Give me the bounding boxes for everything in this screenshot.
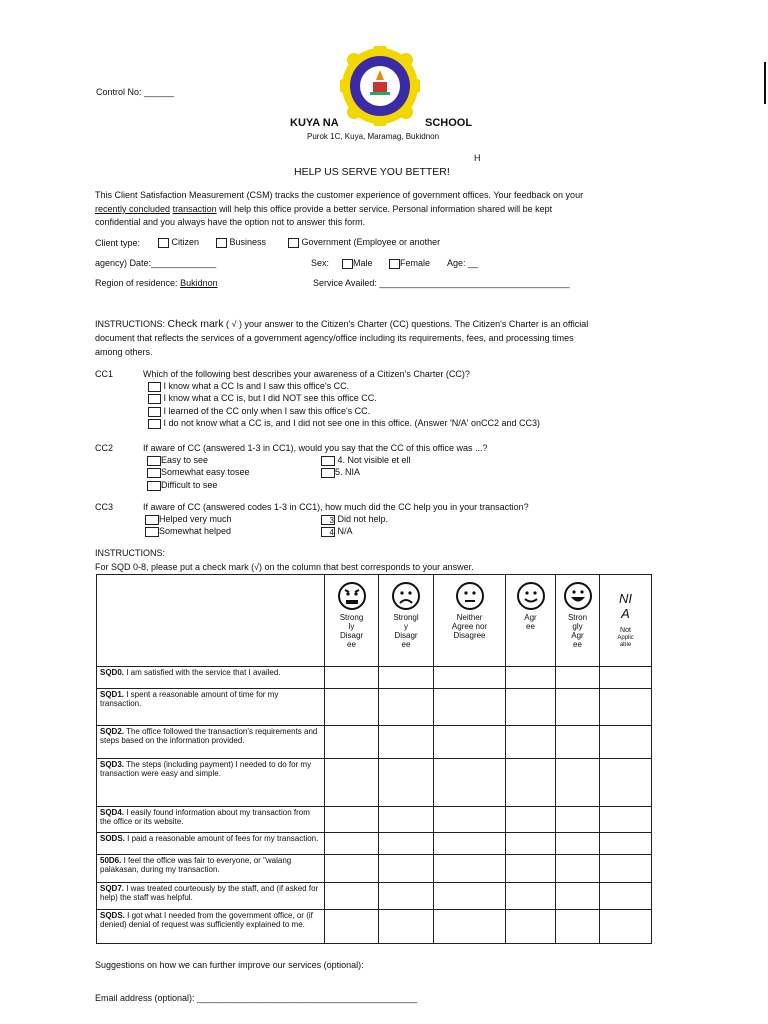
col-label-line: Stron [567, 613, 588, 622]
rating-cell[interactable] [556, 759, 600, 807]
table-row [97, 667, 652, 689]
region-value[interactable]: Bukidnon [180, 278, 218, 288]
cc1-option-4[interactable]: I do not know what a CC is, and I did not see one in this office. (Answer 'N/A' onCC2 and CC3) [148, 418, 540, 429]
col-label-line: ee [401, 640, 411, 649]
checkbox[interactable] [148, 382, 161, 392]
angry-face-icon [337, 581, 367, 611]
rating-cell[interactable] [506, 855, 556, 883]
cc1-code: CC1 [95, 369, 114, 379]
neutral-face-icon [455, 581, 485, 611]
na-small-line: Not [620, 627, 631, 634]
rating-cell[interactable] [325, 833, 379, 855]
na-big-line: NI [619, 591, 632, 606]
sqd-question: SQD2. The office followed the transaction's requirements and steps based on the information provided. [97, 726, 325, 759]
instructions-cc-line-3: among others. [95, 347, 153, 357]
sqd-question: SQD3. The steps (including payment) I needed to do for my transaction were easy and simple. [97, 759, 325, 807]
rating-cell[interactable] [325, 689, 379, 726]
rating-cell[interactable] [556, 726, 600, 759]
cc2-code: CC2 [95, 443, 114, 453]
rating-cell[interactable] [556, 807, 600, 833]
col-label-line: Agr [524, 613, 537, 622]
cc3-question: If aware of CC (answered codes 1-3 in CC1), how much did the CC help you in your transaction? [143, 502, 529, 512]
client-type-label: Client type: [95, 238, 141, 248]
checkbox-3[interactable]: 3 [321, 515, 335, 525]
rating-cell[interactable] [379, 807, 434, 833]
na-small-line: able [619, 642, 632, 648]
sex-female[interactable]: Female [389, 258, 430, 269]
rating-cell[interactable] [379, 759, 434, 807]
sqd-question: SQD0. I am satisfied with the service that I availed. [97, 667, 325, 689]
checkbox[interactable] [321, 468, 335, 478]
col-label-line: Neither [456, 613, 483, 622]
checkbox[interactable] [145, 527, 159, 537]
col-not-applicable [600, 575, 652, 667]
checkbox[interactable] [147, 481, 161, 491]
sad-face-icon [391, 581, 421, 611]
cc1-option-3[interactable]: I learned of the CC only when I saw this office's CC. [148, 406, 370, 417]
checkbox[interactable] [148, 419, 161, 429]
checkbox[interactable] [148, 394, 161, 404]
rating-cell[interactable] [379, 883, 434, 910]
sex-label: Sex: [311, 258, 330, 268]
rating-cell[interactable] [434, 833, 506, 855]
table-row [97, 689, 652, 726]
rating-cell[interactable] [556, 910, 600, 944]
school-seal-logo [340, 46, 420, 126]
sqd-question: SQD7. I was treated courteously by the staff, and (if asked for help) the staff was helpful. [97, 883, 325, 910]
rating-cell[interactable] [506, 807, 556, 833]
sqd-rating-table [96, 574, 652, 944]
rating-cell[interactable] [600, 689, 652, 726]
col-label-line: ee [573, 640, 582, 649]
rating-cell[interactable] [556, 833, 600, 855]
checkbox[interactable] [147, 468, 161, 478]
col-label-line: y [404, 622, 408, 631]
rating-cell[interactable] [506, 689, 556, 726]
cc3-code: CC3 [95, 502, 114, 512]
rating-cell[interactable] [600, 855, 652, 883]
col-label-line: Agr [571, 631, 584, 640]
client-type-government[interactable]: Government (Employee or another [288, 237, 440, 248]
table-row [97, 855, 652, 883]
rating-cell[interactable] [600, 759, 652, 807]
table-row [97, 726, 652, 759]
rating-cell[interactable] [506, 833, 556, 855]
sqd-question: SQD1. I spent a reasonable amount of time for my transaction. [97, 689, 325, 726]
cc2-question: If aware of CC (answered 1-3 in CC1), would you say that the CC of this office was ...? [143, 443, 488, 453]
rating-cell[interactable] [506, 726, 556, 759]
header-blank-cell [97, 575, 325, 667]
col-label-line: Disagr [394, 631, 418, 640]
edge-mark [764, 62, 766, 104]
sex-male[interactable]: Male [342, 258, 373, 269]
client-type-citizen[interactable]: Citizen [158, 237, 199, 248]
school-name-tail: SCHOOL [425, 117, 473, 129]
rating-cell[interactable] [379, 910, 434, 944]
checkbox-4[interactable]: 4 [321, 527, 335, 537]
school-name: KUYA NA [290, 117, 339, 129]
sqd-question: SODS. I paid a reasonable amount of fees for my transaction. [97, 833, 325, 855]
rating-cell[interactable] [434, 759, 506, 807]
rating-cell[interactable] [556, 667, 600, 689]
sqd-question: SQD4. I easily found information about my transaction from the office or its website. [97, 807, 325, 833]
table-row [97, 759, 652, 807]
checkbox[interactable] [389, 259, 400, 269]
client-type-business[interactable]: Business [216, 237, 266, 248]
rating-cell[interactable] [600, 910, 652, 944]
rating-cell[interactable] [325, 759, 379, 807]
rating-cell[interactable] [506, 910, 556, 944]
age-field[interactable]: Age: __ [447, 258, 479, 268]
cc3-option-3[interactable]: 3 Did not help. [321, 514, 388, 525]
rating-cell[interactable] [325, 726, 379, 759]
sqd-question: 50D6. I feel the office was fair to everyone, or "walang palakasan, during my transaction. [97, 855, 325, 883]
table-row [97, 807, 652, 833]
cc2-option-3[interactable]: Difficult to see [147, 480, 217, 491]
checkbox[interactable] [158, 238, 169, 248]
rating-cell[interactable] [600, 883, 652, 910]
rating-cell[interactable] [434, 726, 506, 759]
col-label-line: Agree nor [451, 622, 488, 631]
cc2-option-5[interactable]: 5. NIA [321, 467, 360, 478]
checkbox[interactable] [321, 456, 335, 466]
control-no: Control No: ______ [96, 87, 175, 97]
checkbox[interactable] [148, 407, 161, 417]
checkbox[interactable] [145, 515, 159, 525]
col-strongly-disagree [325, 575, 379, 667]
rating-cell[interactable] [556, 883, 600, 910]
na-big-line: A [621, 606, 630, 621]
instructions-sqd-label: INSTRUCTIONS: [95, 548, 166, 558]
rating-cell[interactable] [600, 667, 652, 689]
intro-line-2: recently concluded transaction will help this office provide a better service. Personal information shared will be kept [95, 204, 553, 214]
service-availed-field[interactable]: Service Availed: ______________________________________ [313, 278, 570, 288]
school-address: Purok 1C, Kuya, Maramag, Bukidnon [307, 132, 440, 141]
instructions-cc-line-1: INSTRUCTIONS: Check mark ( √ ) your answer to the Citizen's Charter (CC) questions. The Citizen's Charter is an official [95, 318, 589, 330]
checkbox[interactable] [147, 456, 161, 466]
cc2-option-2[interactable]: Somewhat easy tosee [147, 467, 250, 478]
grin-face-icon [563, 581, 593, 611]
rating-cell[interactable] [379, 726, 434, 759]
checkbox[interactable] [288, 238, 299, 248]
checkbox[interactable] [216, 238, 227, 248]
intro-line-3: confidential and you always have the option not to answer this form. [95, 217, 366, 227]
rating-cell[interactable] [379, 833, 434, 855]
rating-cell[interactable] [379, 855, 434, 883]
col-agree [506, 575, 556, 667]
col-label-line: ee [347, 640, 356, 649]
rating-cell[interactable] [506, 759, 556, 807]
col-label-line: Strong [339, 613, 364, 622]
cc1-option-2[interactable]: I know what a CC is, but I did NOT see this office CC. [148, 393, 377, 404]
cc1-option-1[interactable]: I know what a CC Is and I saw this office's CC. [148, 381, 349, 392]
rating-cell[interactable] [434, 910, 506, 944]
col-strongly-disagree-2 [379, 575, 434, 667]
email-field[interactable]: Email address (optional): ____________________________________________ [95, 993, 418, 1003]
cc3-option-2[interactable]: Somewhat helped [145, 526, 231, 537]
col-label-line: Disagr [339, 631, 364, 640]
rating-cell[interactable] [325, 855, 379, 883]
rating-cell[interactable] [325, 883, 379, 910]
rating-cell[interactable] [434, 855, 506, 883]
suggestions-label: Suggestions on how we can further improve our services (optional): [95, 960, 364, 970]
rating-cell[interactable] [434, 667, 506, 689]
smile-face-icon [516, 581, 546, 611]
instructions-sqd-line: For SQD 0-8, please put a check mark (√) on the column that best corresponds to your answer. [95, 562, 474, 572]
intro-line-1: This Client Satisfaction Measurement (CSM) tracks the customer experience of government offices. Your feedback on your [95, 190, 584, 200]
cc1-question: Which of the following best describes your awareness of a Citizen's Charter (CC)? [143, 369, 470, 379]
rating-cell[interactable] [506, 667, 556, 689]
instructions-cc-line-2: document that reflects the services of a government agency/office including its requirements, fees, and processing times [95, 333, 574, 343]
form-title: HELP US SERVE YOU BETTER! [294, 166, 450, 178]
rating-cell[interactable] [325, 667, 379, 689]
col-strongly-agree [556, 575, 600, 667]
rating-cell[interactable] [434, 883, 506, 910]
sqd-question: SQDS. I got what I needed from the government office, or (if denied) denial of request was sufficiently explained to me. [97, 910, 325, 944]
col-neither [434, 575, 506, 667]
rating-cell[interactable] [556, 689, 600, 726]
checkbox[interactable] [342, 259, 353, 269]
rating-cell[interactable] [600, 726, 652, 759]
na-small-line: Applic [617, 635, 634, 641]
col-label-line: gly [572, 622, 583, 631]
table-row [97, 883, 652, 910]
cc3-option-4[interactable]: 4 N/A [321, 526, 353, 537]
rating-cell[interactable] [325, 807, 379, 833]
agency-date-field[interactable]: agency) Date:_____________ [95, 258, 217, 268]
col-label-line: Strongl [393, 613, 419, 622]
table-row [97, 833, 652, 855]
rating-cell[interactable] [556, 855, 600, 883]
rating-cell[interactable] [379, 667, 434, 689]
rating-cell[interactable] [379, 689, 434, 726]
cc2-option-4[interactable]: 4. Not visible et ell [321, 455, 411, 466]
rating-cell[interactable] [600, 807, 652, 833]
table-row [97, 910, 652, 944]
col-label-line: Disagree [453, 631, 486, 640]
region-field: Region of residence: Bukidnon [95, 278, 218, 288]
cc2-option-1[interactable]: Easy to see [147, 455, 208, 466]
rating-cell[interactable] [600, 833, 652, 855]
col-label-line: ly [348, 622, 355, 631]
cc3-option-1[interactable]: Helped very much [145, 514, 232, 525]
rating-cell[interactable] [434, 807, 506, 833]
rating-cell[interactable] [506, 883, 556, 910]
stray-h: H [474, 153, 481, 163]
rating-cell[interactable] [325, 910, 379, 944]
rating-cell[interactable] [434, 689, 506, 726]
col-label-line: ee [526, 622, 535, 631]
